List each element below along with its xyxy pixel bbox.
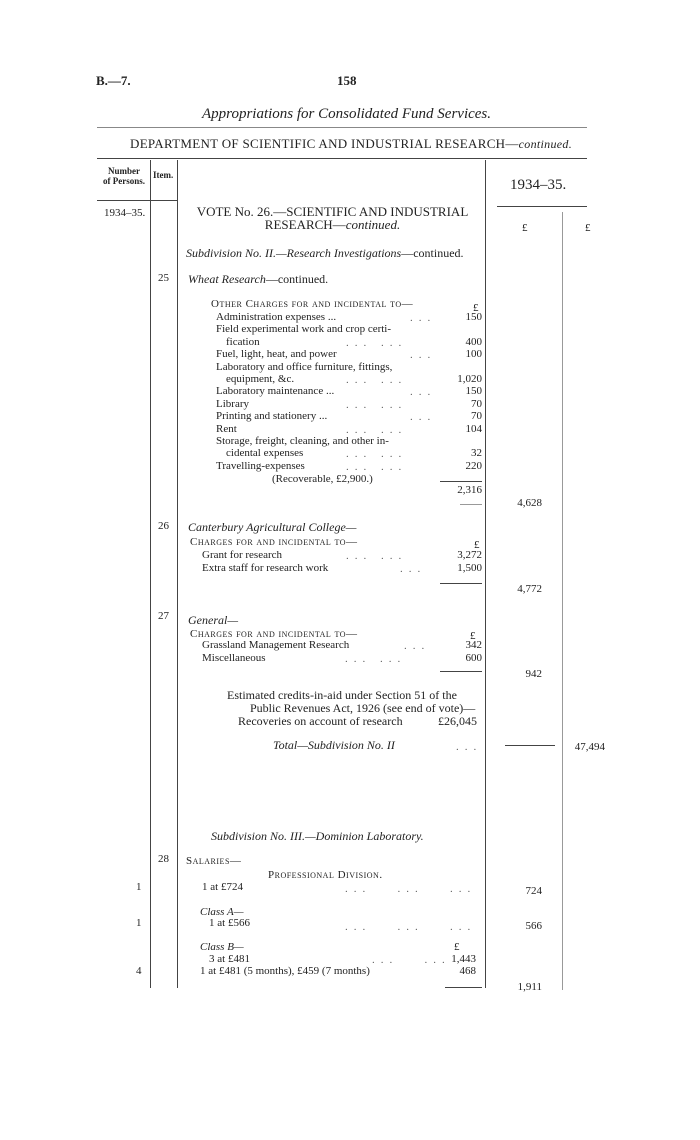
charge-row-amount: 1,500: [457, 561, 482, 574]
item-25-title: Wheat Research: [188, 272, 266, 286]
year-header: 1934–35.: [510, 177, 567, 193]
class-b-total: 1,911: [517, 981, 542, 993]
class-b-pound: £: [454, 941, 460, 953]
item-number-25: 25: [158, 272, 169, 284]
number-header-line1: Number: [108, 166, 140, 176]
col-rule-amount: [485, 160, 486, 988]
charge-row-dots: ...: [410, 411, 437, 424]
page-number: 158: [337, 73, 357, 88]
item-25-continued: —continued.: [265, 272, 329, 286]
charge-row-label: Grassland Management Research: [202, 639, 350, 651]
vote-heading: [180, 205, 485, 231]
credits-line-2: Public Revenues Act, 1926 (see end of vote)—: [250, 701, 476, 715]
item-27-charges-heading: Charges for and incidental to—: [190, 628, 358, 640]
credits-line-1: Estimated credits-in-aid under Section 51 of the: [227, 688, 457, 702]
salary-line-4-label: 1 at £481 (5 months), £459 (7 months): [200, 965, 370, 977]
charge-row-label: Laboratory and office furniture, fittings,: [216, 360, 393, 373]
charge-row-amount: 600: [465, 651, 482, 664]
charge-row-amount: 342: [465, 639, 482, 651]
item-25-heading: [188, 272, 328, 287]
charge-row-label: cidental expenses: [226, 447, 304, 460]
charge-row-label: Travelling-expenses: [216, 459, 305, 472]
item-25-end-rule: [460, 504, 482, 505]
vote-line-2-cont: continued.: [345, 217, 401, 232]
salary-line-2-dots: ... ... ...: [345, 921, 477, 933]
class-a-label: Class A—: [200, 906, 244, 918]
charge-row-label: Fuel, light, heat, and power: [216, 348, 337, 361]
charge-row-dots: ... ...: [346, 460, 408, 473]
subdivision-ii-heading: [186, 246, 464, 261]
col-rule-total: [562, 212, 563, 990]
item-25-subtotal: 2,316: [457, 484, 482, 496]
item-27-rule: [440, 671, 482, 672]
department-continued: continued.: [518, 137, 572, 151]
item-25-charges-heading: Other Charges for and incidental to—: [211, 298, 414, 310]
col-rule-item: [177, 160, 178, 988]
salary-line-2-amount: 566: [525, 920, 542, 932]
charge-row-amount: 400: [465, 335, 482, 348]
subdivision-ii-total-dots: ...: [456, 741, 483, 753]
page-title: Appropriations for Consolidated Fund Services.: [202, 106, 492, 122]
item-26-rule: [440, 583, 482, 584]
charge-row-dots: ...: [410, 349, 437, 362]
subdivision-iii-heading: Subdivision No. III.—Dominion Laboratory.: [211, 829, 424, 843]
salary-line-1-label: 1 at £724: [202, 881, 243, 893]
item-28-heading: Salaries—: [186, 855, 242, 867]
persons-year: 1934–35.: [104, 207, 146, 219]
salary-line-1-amount: 724: [525, 885, 542, 897]
subdivision-ii-total-amount: 47,494: [574, 741, 605, 753]
charge-row-amount: 32: [471, 447, 482, 460]
item-26-pound: £: [474, 539, 480, 551]
charge-row-dots: ...: [410, 312, 437, 324]
salary-line-3-label: 3 at £481: [209, 953, 250, 965]
charge-row-amount: 220: [465, 459, 482, 472]
charge-row-label: Rent: [216, 422, 237, 435]
subdivision-ii-continued: —continued.: [401, 246, 464, 260]
item-26-heading: Canterbury Agricultural College—: [188, 520, 357, 534]
subdivision-ii-total-label: Total—Subdivision No. II: [273, 738, 395, 752]
class-b-label: Class B—: [200, 941, 244, 953]
item-25-pound: £: [473, 302, 479, 314]
persons-line-1: 1: [136, 881, 142, 893]
item-27-pound: £: [470, 630, 476, 642]
charge-row-dots: ... ...: [346, 550, 408, 562]
item-number-28: 28: [158, 853, 169, 865]
charge-row-amount: 3,272: [457, 549, 482, 561]
charge-row-dots: ... ...: [346, 448, 408, 461]
item-26-total: 4,772: [517, 583, 542, 595]
charge-row-amount: 104: [465, 422, 482, 435]
charge-row-label: Field experimental work and crop certi-: [216, 323, 392, 336]
charge-row-dots: ...: [410, 386, 437, 399]
item-25-total: 4,628: [517, 497, 542, 509]
item-number-26: 26: [158, 520, 169, 532]
persons-line-2: 1: [136, 917, 142, 929]
charge-row-amount: 100: [465, 348, 482, 361]
item-26-charges-heading: Charges for and incidental to—: [190, 536, 358, 548]
credits-line-3: Recoveries on account of research: [238, 714, 403, 728]
salary-line-1-dots: ... ... ...: [345, 883, 477, 895]
title-rule: [97, 127, 587, 128]
pound-header-1: £: [522, 222, 528, 234]
item-27-heading: General—: [188, 613, 238, 627]
charge-row-label: Library: [216, 397, 249, 410]
charge-row-label: Grant for research: [202, 549, 283, 561]
professional-division-heading: Professional Division.: [268, 869, 383, 881]
pound-header-2: £: [585, 222, 591, 234]
item-25-subtotal-rule: [440, 481, 482, 482]
salary-line-4-amount: 468: [459, 965, 476, 977]
item-27-total: 942: [525, 668, 542, 680]
charge-row-dots: ... ...: [346, 374, 408, 386]
charge-row-label: fication: [226, 335, 260, 348]
charge-row-amount: 1,020: [457, 373, 482, 385]
col-rule-persons: [150, 160, 151, 988]
item-number-27: 27: [158, 610, 169, 622]
vote-line-2-main: RESEARCH—: [264, 217, 346, 232]
page-reference: B.—7.: [96, 73, 131, 88]
charge-row-label: Administration expenses ...: [216, 311, 337, 323]
subdivision-ii-total-rule: [505, 745, 555, 746]
charge-row-amount: 150: [465, 385, 482, 398]
vote-line-1: VOTE No. 26.—SCIENTIFIC AND INDUSTRIAL: [196, 204, 469, 219]
number-of-persons-header: [98, 166, 150, 186]
charge-row-label: Storage, freight, cleaning, and other in-: [216, 435, 389, 447]
charge-row-dots: ...: [404, 640, 431, 652]
item-header: Item.: [153, 170, 174, 180]
head-left-rule: [97, 200, 177, 201]
charge-row-label: Miscellaneous: [202, 651, 266, 664]
charge-row-dots: ... ...: [345, 652, 407, 665]
charge-row-dots: ...: [400, 562, 427, 575]
recoverable-note: (Recoverable, £2,900.): [272, 473, 373, 485]
class-b-rule: [445, 987, 482, 988]
salary-line-2-label: 1 at £566: [209, 917, 250, 929]
charge-row-label: Extra staff for research work: [202, 561, 329, 574]
charge-row-label: equipment, &c.: [226, 373, 295, 385]
vote-line-2: [180, 218, 485, 231]
charge-row-amount: 150: [465, 311, 482, 323]
charge-row-amount: 70: [471, 397, 482, 410]
head-right-rule: [497, 206, 587, 207]
credits-amount: £26,045: [438, 714, 477, 728]
department-heading: [130, 136, 572, 152]
persons-line-4: 4: [136, 965, 142, 977]
subdivision-ii-title: Subdivision No. II.—Research Investigations: [186, 246, 402, 260]
charge-row-amount: 70: [471, 410, 482, 423]
table-top-rule: [97, 158, 587, 159]
department-name: DEPARTMENT OF SCIENTIFIC AND INDUSTRIAL RESEARCH—: [130, 136, 519, 151]
salary-line-3-amount: 1,443: [451, 953, 476, 965]
charge-row-dots: ... ...: [346, 398, 408, 411]
charge-row-label: Printing and stationery ...: [216, 410, 328, 423]
charge-row-dots: ... ...: [346, 336, 408, 349]
charge-row-label: Laboratory maintenance ...: [216, 385, 335, 398]
number-header-line2: of Persons.: [103, 176, 145, 186]
salary-line-3-dots: ... ...: [372, 954, 451, 966]
charge-row-dots: ... ...: [346, 423, 408, 436]
